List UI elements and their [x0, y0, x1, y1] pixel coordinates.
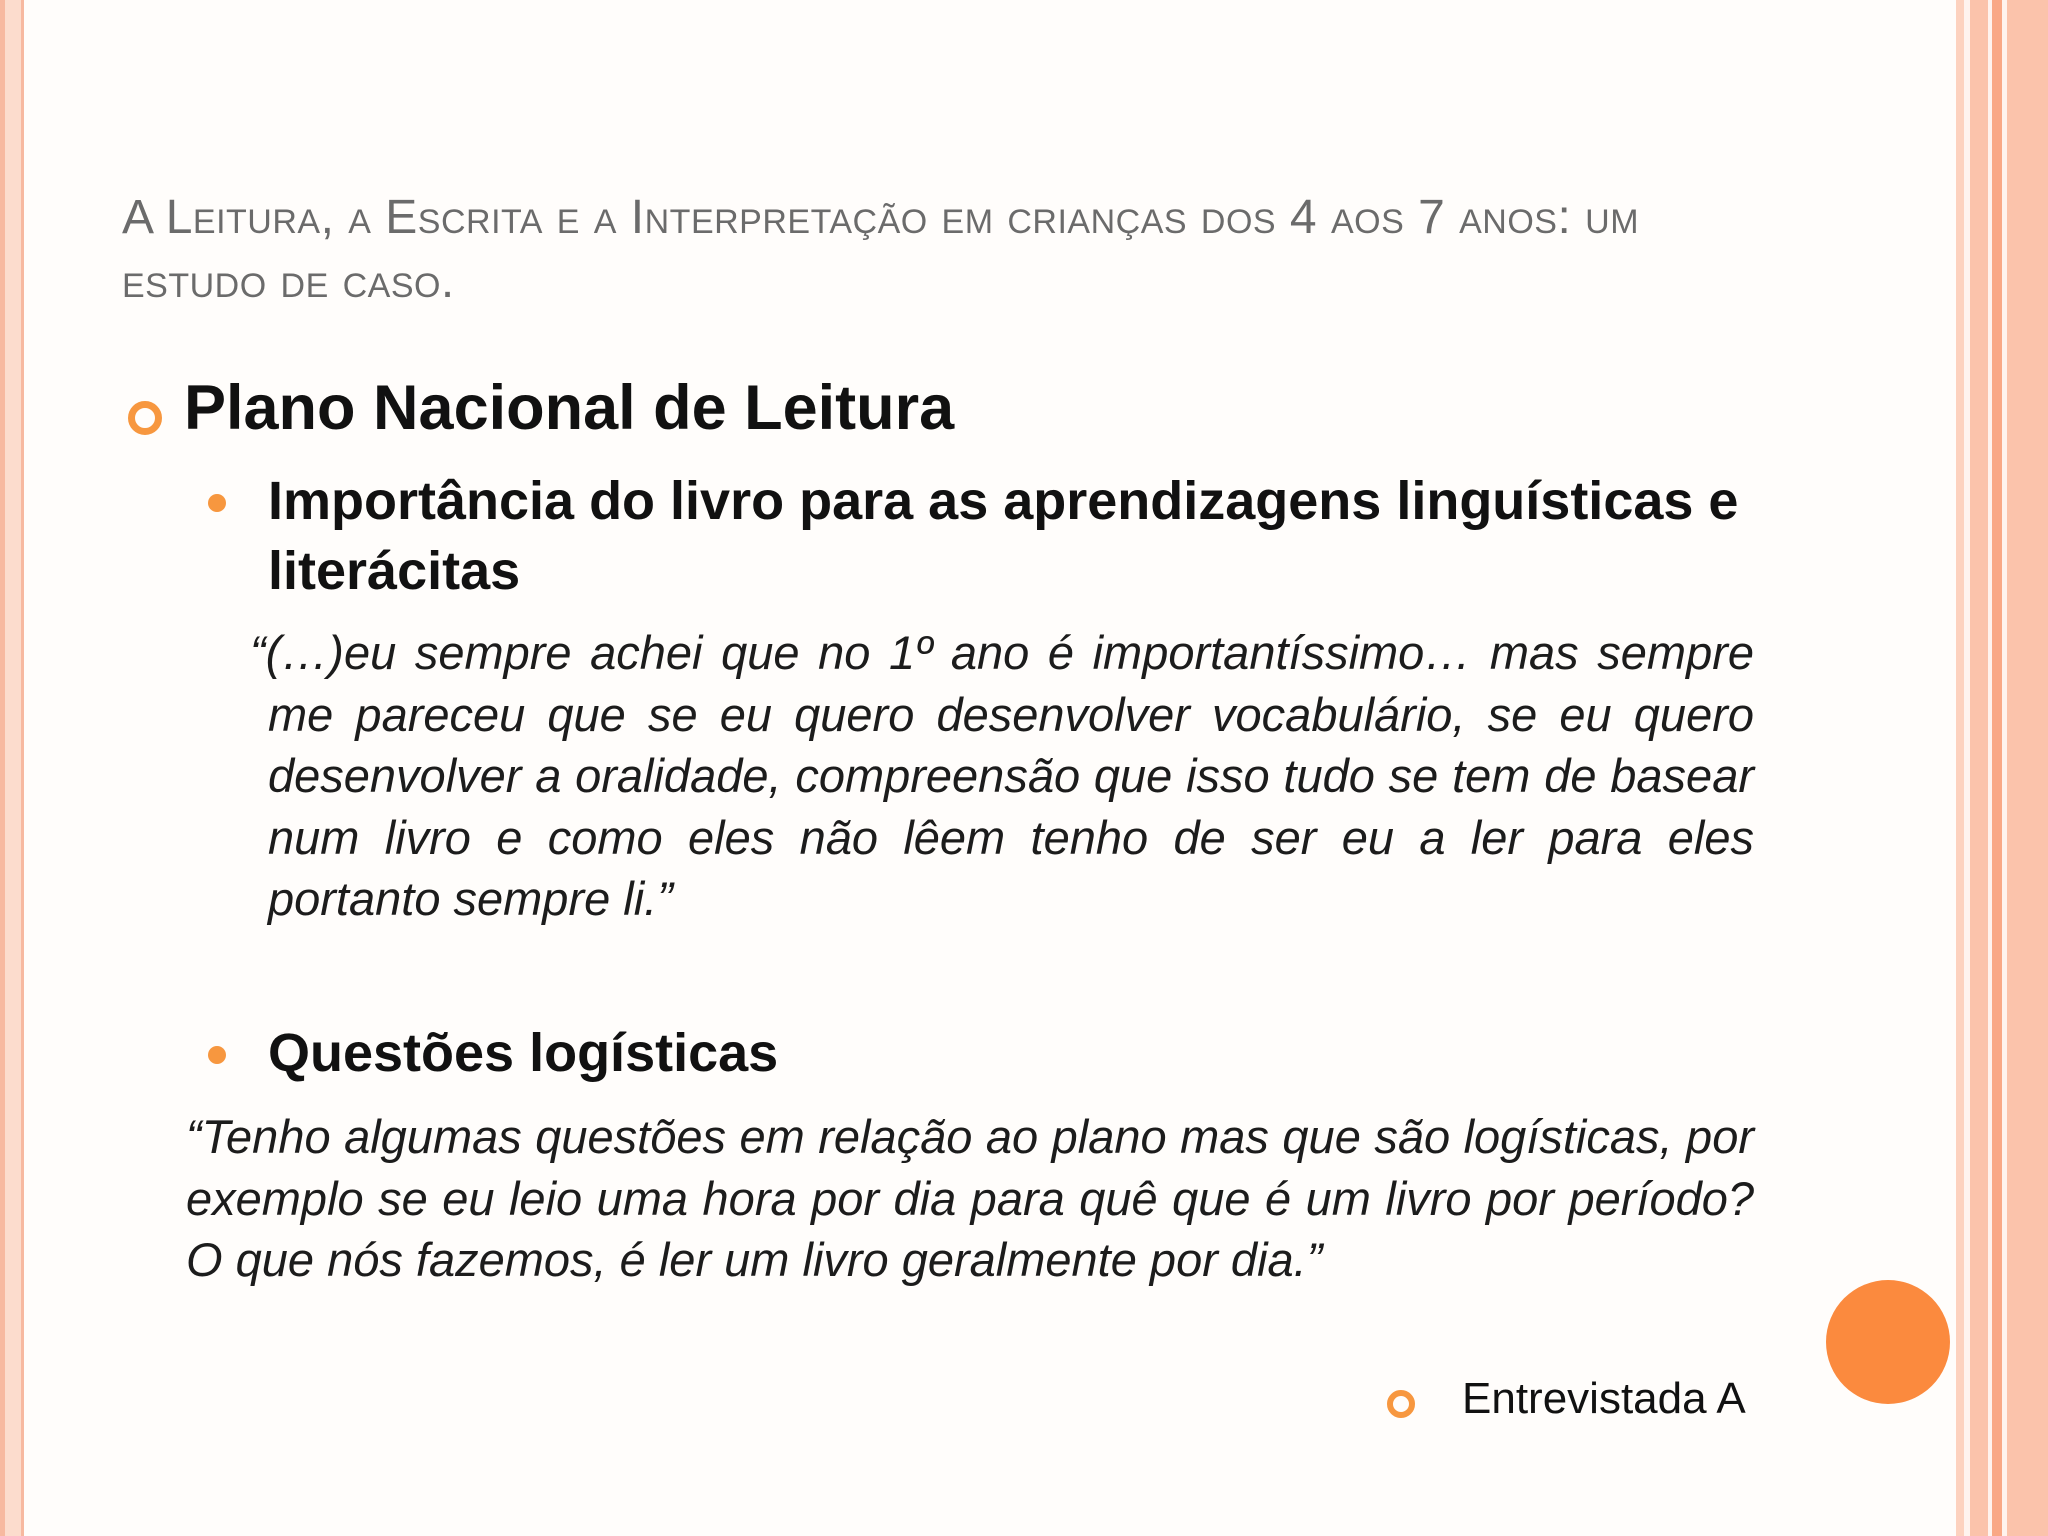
left-border-line: [21, 0, 24, 1536]
quote-text: “Tenho algumas questões em relação ao plano mas que são logísticas, por exemplo se eu leio uma hora por dia para quê que é um livro por período? O que nós fazemos, é ler um livro geralmente por dia.”: [186, 1110, 1754, 1286]
right-border-stripe: [1956, 0, 1964, 1536]
section-heading: Questões logísticas: [268, 1023, 779, 1083]
right-border-stripe: [2007, 0, 2048, 1536]
slide-title: A Leitura, a Escrita e a Interpretação em crianças dos 4 aos 7 anos: um estudo de caso.: [122, 191, 1640, 308]
decorative-circle: [1826, 1280, 1950, 1404]
left-border-band: [5, 0, 21, 1536]
right-border-stripe: [1970, 0, 1988, 1536]
quote-text: [250, 622, 1754, 930]
main-heading: Plano Nacional de Leitura: [184, 373, 955, 443]
attribution: Entrevistada A: [1462, 1374, 1746, 1423]
dot-bullet-icon: [208, 494, 226, 512]
ring-bullet-icon: [1387, 1390, 1415, 1418]
quote-text-content: “(…)eu sempre achei que no 1º ano é importantíssimo… mas sempre me pareceu que se eu quero desenvolver vocabulário, se eu quero desenvolver a oralidade, compreensão que isso tudo se tem de basear num livro e como eles não lêem tenho de ser eu a ler para eles portanto sempre li.”: [250, 626, 1754, 925]
section-heading: Importância do livro para as aprendizagens linguísticas e literácitas: [268, 471, 1739, 601]
right-border-stripe: [1992, 0, 2002, 1536]
ring-bullet-icon: [128, 401, 162, 435]
dot-bullet-icon: [208, 1046, 226, 1064]
